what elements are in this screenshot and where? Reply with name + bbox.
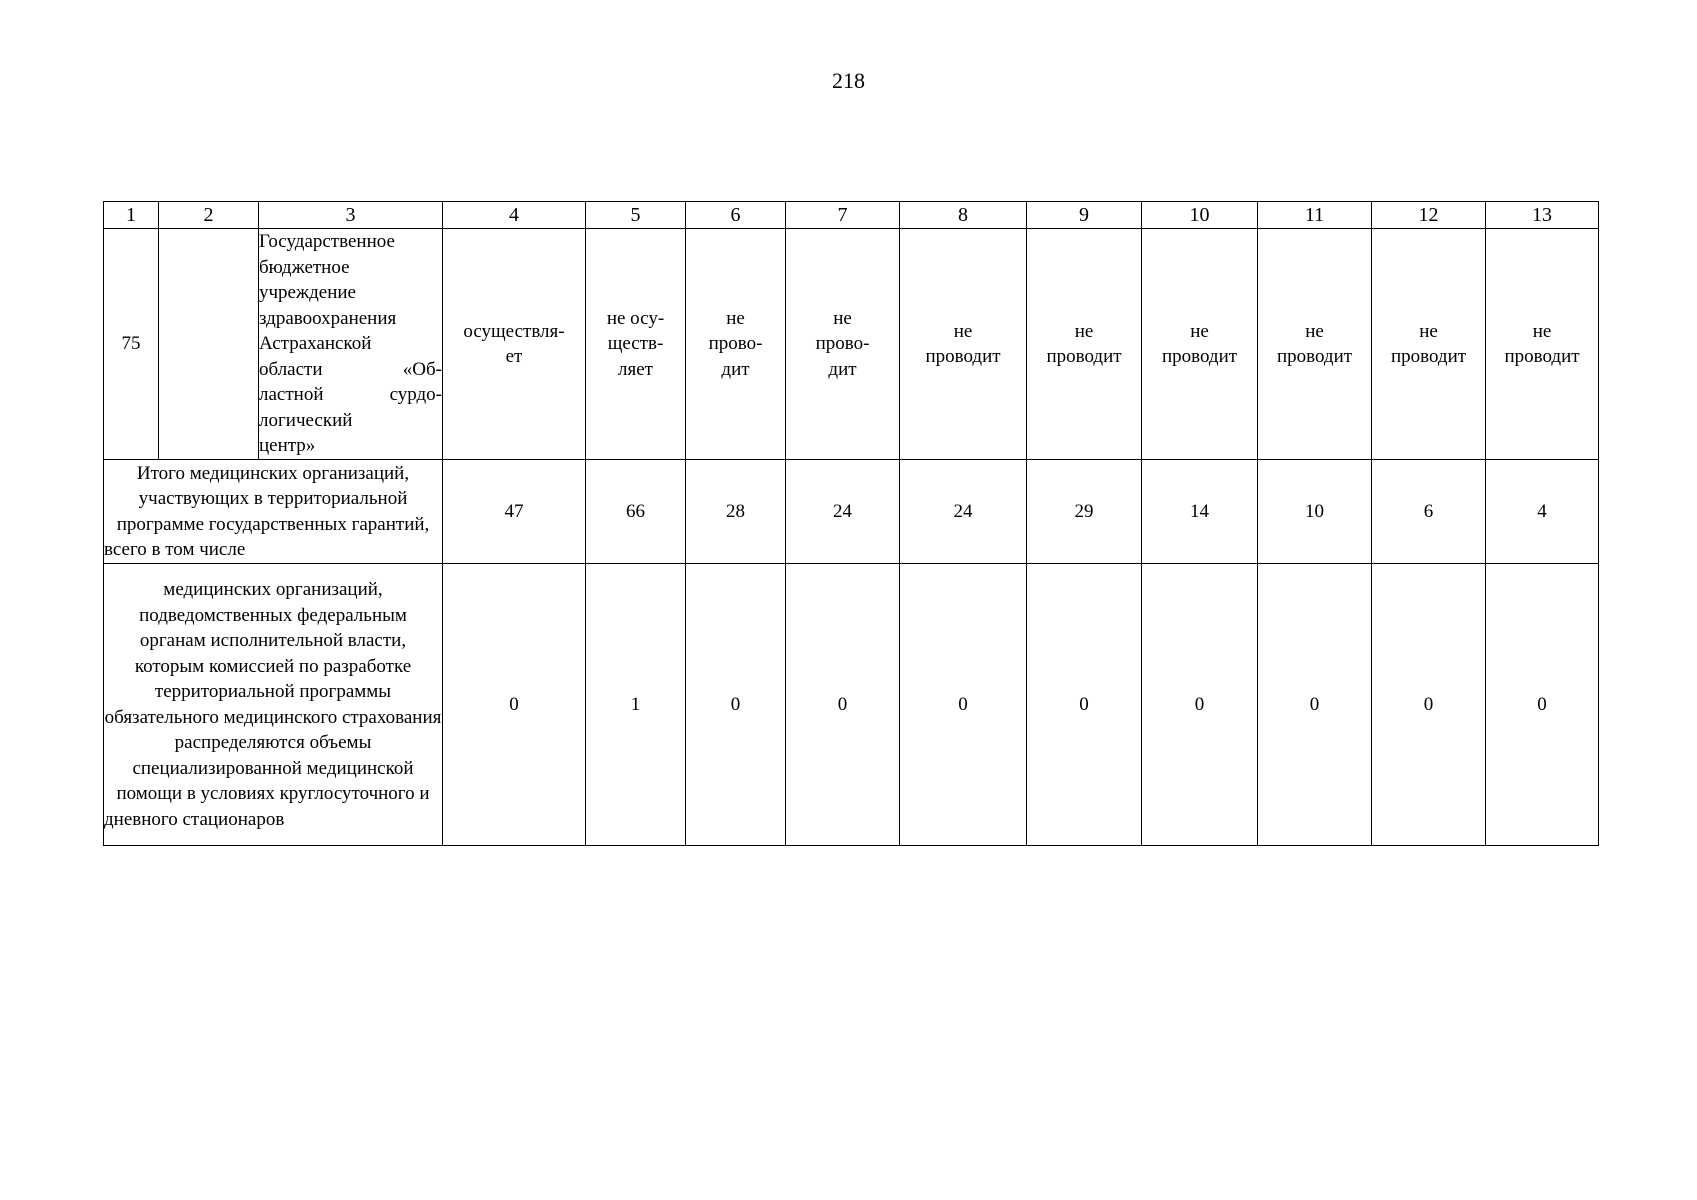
total-value: 47 bbox=[443, 460, 586, 564]
cell-text: не bbox=[1532, 320, 1552, 342]
cell-text: осуществля- bbox=[463, 320, 565, 342]
cell-text: проводит bbox=[1046, 346, 1122, 367]
subtotal-label: медицинских организаций, подведомственных федеральным органам исполнительной власти, которым комиссией по разработке территориальной программы обязательного медицинского страхования распределяются объемы специализированной медицинской помощи в условиях круглосуточного и дневного стационаров bbox=[104, 564, 443, 846]
org-line: области «Об- bbox=[259, 358, 442, 380]
column-number: 7 bbox=[786, 202, 900, 229]
subtotal-value: 0 bbox=[1027, 564, 1142, 846]
subtotal-value: 0 bbox=[1142, 564, 1258, 846]
cell-text: не bbox=[1419, 320, 1438, 342]
cell-text: ляет bbox=[618, 358, 653, 380]
org-line: Государственное bbox=[259, 231, 395, 253]
column-number: 4 bbox=[443, 202, 586, 229]
cell-col5 bbox=[586, 229, 686, 460]
cell-text: дит bbox=[828, 358, 857, 380]
cell-col4 bbox=[443, 229, 586, 460]
column-number: 10 bbox=[1142, 202, 1258, 229]
cell-text: ет bbox=[505, 346, 523, 367]
cell-text: не bbox=[1074, 320, 1094, 342]
total-label: Итого медицинских организаций, участвующих в территориальной программе государственных гарантий, всего в том числе bbox=[104, 460, 443, 564]
cell-text: не bbox=[953, 320, 973, 342]
cell-col9 bbox=[1027, 229, 1142, 460]
cell-text: проводит bbox=[1161, 346, 1238, 367]
total-value: 29 bbox=[1027, 460, 1142, 564]
org-line: здравоохранения bbox=[259, 307, 397, 329]
total-value: 28 bbox=[686, 460, 786, 564]
column-number: 12 bbox=[1372, 202, 1486, 229]
cell-text: не bbox=[833, 307, 852, 329]
column-number: 2 bbox=[159, 202, 259, 229]
subtotal-value: 1 bbox=[586, 564, 686, 846]
column-number: 13 bbox=[1486, 202, 1599, 229]
cell-col6 bbox=[686, 229, 786, 460]
cell-text: прово- bbox=[815, 333, 870, 355]
subtotal-value: 0 bbox=[686, 564, 786, 846]
org-line: ластной сурдо- bbox=[259, 384, 442, 406]
cell-text: дит bbox=[721, 358, 750, 380]
total-value: 24 bbox=[786, 460, 900, 564]
cell-col7 bbox=[786, 229, 900, 460]
column-number: 9 bbox=[1027, 202, 1142, 229]
total-value: 66 bbox=[586, 460, 686, 564]
cell-col8 bbox=[900, 229, 1027, 460]
org-line: логический bbox=[259, 409, 353, 431]
org-line: центр» bbox=[259, 435, 316, 457]
total-value: 6 bbox=[1372, 460, 1486, 564]
subtotal-value: 0 bbox=[1486, 564, 1599, 846]
total-value: 14 bbox=[1142, 460, 1258, 564]
subtotal-value: 0 bbox=[786, 564, 900, 846]
org-line: Астраханской bbox=[259, 333, 372, 355]
organization-name bbox=[259, 229, 443, 460]
cell-text: прово- bbox=[708, 333, 763, 355]
subtotal-value: 0 bbox=[900, 564, 1027, 846]
total-value: 10 bbox=[1258, 460, 1372, 564]
cell-col11 bbox=[1258, 229, 1372, 460]
total-value: 24 bbox=[900, 460, 1027, 564]
cell-text: ществ- bbox=[607, 333, 664, 355]
cell-text: не bbox=[1190, 320, 1209, 342]
cell-col12 bbox=[1372, 229, 1486, 460]
cell-text: не осу- bbox=[606, 307, 665, 329]
data-table bbox=[103, 201, 1599, 846]
subtotal-value: 0 bbox=[443, 564, 586, 846]
table-row bbox=[104, 229, 1599, 460]
cell-text: проводит bbox=[1390, 346, 1467, 367]
cell-text: не bbox=[1305, 320, 1324, 342]
subtotal-value: 0 bbox=[1372, 564, 1486, 846]
cell-col10 bbox=[1142, 229, 1258, 460]
row-number: 75 bbox=[104, 229, 159, 460]
column-number: 3 bbox=[259, 202, 443, 229]
total-row bbox=[104, 460, 1599, 564]
cell-text: проводит bbox=[925, 346, 1001, 367]
subtotal-row bbox=[104, 564, 1599, 846]
total-value: 4 bbox=[1486, 460, 1599, 564]
subtotal-value: 0 bbox=[1258, 564, 1372, 846]
column-number: 5 bbox=[586, 202, 686, 229]
page-number: 218 bbox=[832, 68, 865, 93]
cell-text: проводит bbox=[1276, 346, 1353, 367]
cell-col2 bbox=[159, 229, 259, 460]
cell-col13 bbox=[1486, 229, 1599, 460]
cell-text: не bbox=[726, 307, 745, 329]
column-number: 8 bbox=[900, 202, 1027, 229]
org-line: бюджетное bbox=[259, 256, 350, 278]
column-number: 1 bbox=[104, 202, 159, 229]
column-number: 11 bbox=[1258, 202, 1372, 229]
cell-text: проводит bbox=[1504, 346, 1580, 367]
header-row bbox=[104, 202, 1599, 229]
org-line: учреждение bbox=[259, 282, 356, 304]
column-number: 6 bbox=[686, 202, 786, 229]
